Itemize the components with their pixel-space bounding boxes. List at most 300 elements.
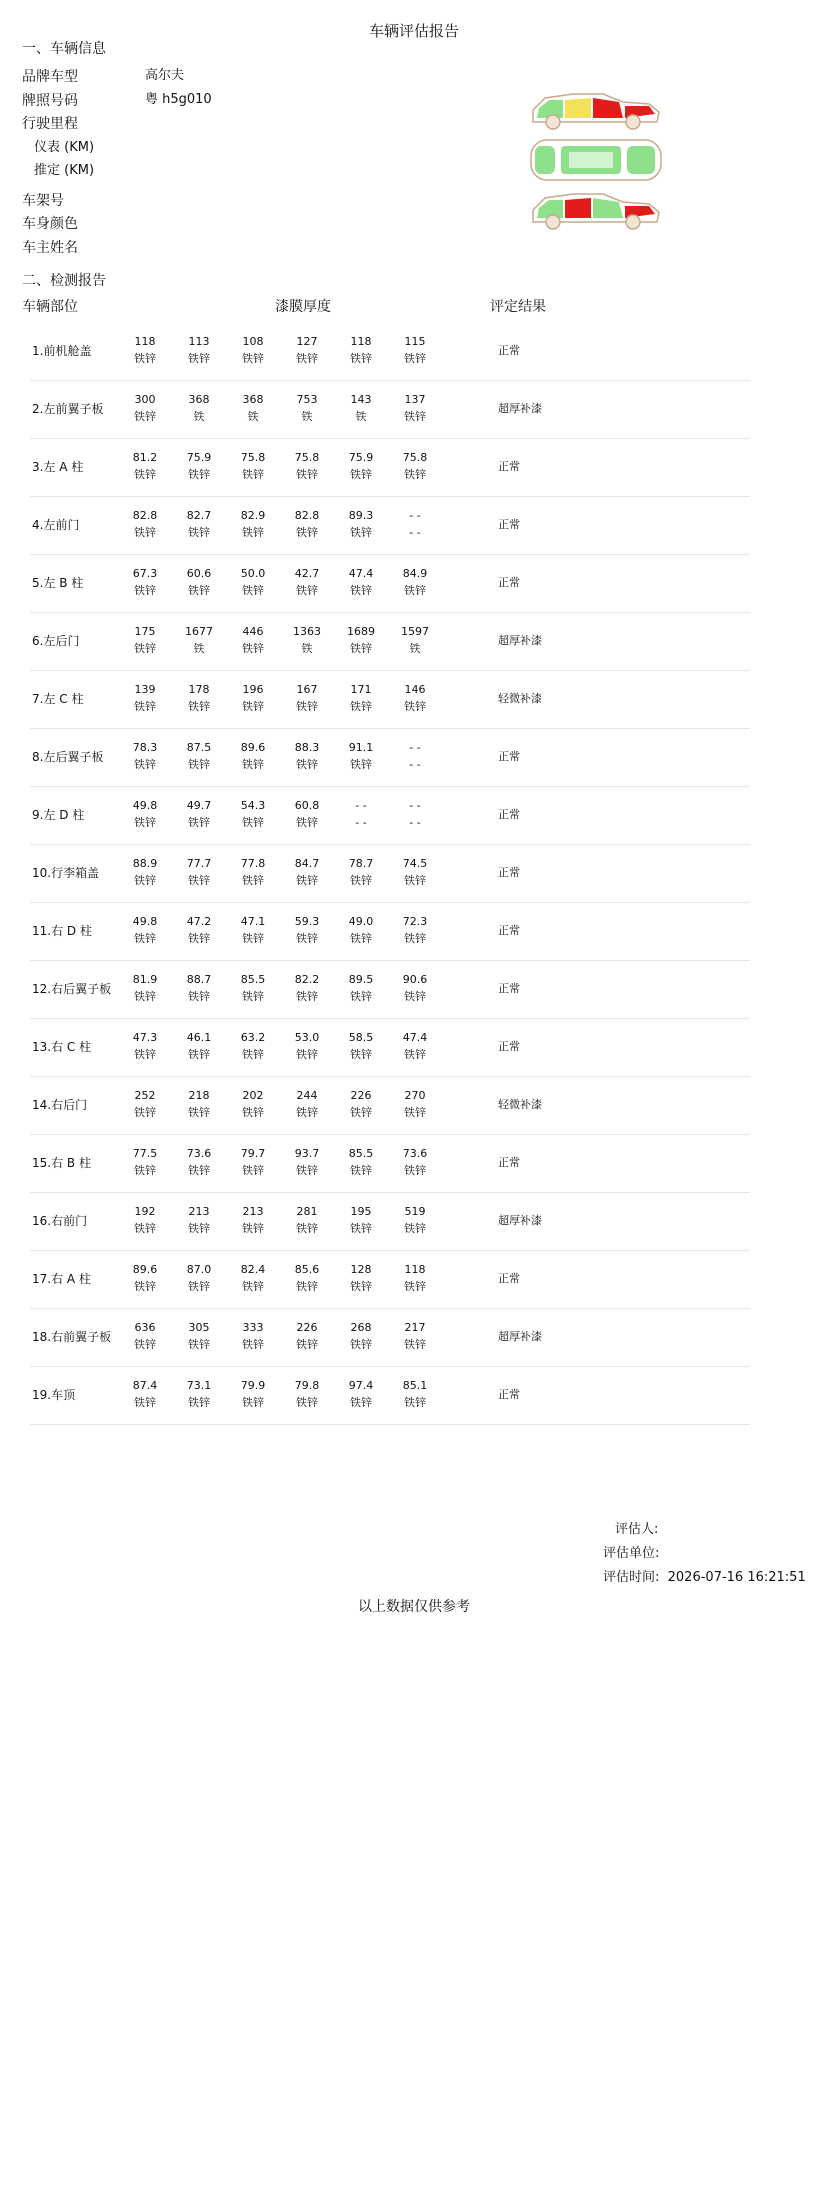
thickness-cell <box>280 1319 334 1353</box>
thickness-value: 128 <box>350 1263 372 1276</box>
part-name: 13.右 C 柱 <box>32 1040 92 1054</box>
material-label: 铁锌 <box>188 584 210 597</box>
thickness-value: 226 <box>296 1321 318 1334</box>
thickness-value: 77.7 <box>186 857 212 870</box>
thickness-cell <box>118 797 172 831</box>
thickness-cell <box>280 449 334 483</box>
thickness-cell <box>118 1203 172 1237</box>
thickness-value: 49.8 <box>132 799 158 812</box>
thickness-value: 97.4 <box>348 1379 374 1392</box>
part-name: 17.右 A 柱 <box>32 1272 91 1286</box>
material-label: 铁锌 <box>134 1106 156 1119</box>
thickness-cell <box>334 739 388 773</box>
material-label: 铁锌 <box>242 700 264 713</box>
thickness-value: 202 <box>242 1089 264 1102</box>
table-row <box>30 845 750 903</box>
part-name: 11.右 D 柱 <box>32 924 92 938</box>
thickness-cell <box>388 1203 442 1237</box>
thickness-cell <box>334 681 388 715</box>
thickness-value: 636 <box>134 1321 156 1334</box>
thickness-cell <box>388 971 442 1005</box>
part-name: 19.车顶 <box>32 1388 76 1402</box>
part-name: 6.左后门 <box>32 634 80 648</box>
thickness-cell <box>118 1319 172 1353</box>
thickness-cell <box>226 1029 280 1063</box>
material-label: 铁锌 <box>134 700 156 713</box>
material-label: 铁锌 <box>188 352 210 365</box>
material-label: 铁 <box>301 642 313 655</box>
owner-label: 车主姓名 <box>22 240 78 256</box>
thickness-value: 218 <box>188 1089 210 1102</box>
material-label: 铁锌 <box>404 1048 426 1061</box>
thickness-cell <box>172 1377 226 1411</box>
thickness-cell <box>226 797 280 831</box>
part-name: 5.左 B 柱 <box>32 576 84 590</box>
material-label: 铁锌 <box>350 758 372 771</box>
thickness-value: - - <box>409 509 421 522</box>
thickness-value: 79.7 <box>240 1147 266 1160</box>
thickness-value: 178 <box>188 683 210 696</box>
thickness-cell <box>226 449 280 483</box>
thickness-value: 244 <box>296 1089 318 1102</box>
thickness-value: 47.1 <box>240 915 266 928</box>
thickness-value: 82.8 <box>294 509 320 522</box>
thickness-cell <box>334 1087 388 1121</box>
thickness-value: 77.5 <box>132 1147 158 1160</box>
table-row <box>30 1077 750 1135</box>
material-label: 铁锌 <box>188 874 210 887</box>
thickness-value: 82.7 <box>186 509 212 522</box>
material-label: 铁 <box>193 410 205 423</box>
thickness-cell <box>388 1029 442 1063</box>
thickness-cell <box>172 449 226 483</box>
material-label: 铁锌 <box>296 1164 318 1177</box>
table-row <box>30 729 750 787</box>
thickness-value: 85.5 <box>240 973 266 986</box>
thickness-value: 118 <box>350 335 372 348</box>
material-label: 铁锌 <box>350 700 372 713</box>
material-label: 铁锌 <box>134 352 156 365</box>
material-label: - - <box>409 816 421 829</box>
result-label: 正常 <box>498 1272 520 1285</box>
material-label: - - <box>409 526 421 539</box>
thickness-cell <box>334 333 388 367</box>
thickness-cell <box>280 1377 334 1411</box>
thickness-value: 281 <box>296 1205 318 1218</box>
thickness-cell <box>226 1261 280 1295</box>
material-label: 铁锌 <box>296 1106 318 1119</box>
material-label: 铁锌 <box>404 468 426 481</box>
material-label: 铁锌 <box>134 990 156 1003</box>
thickness-cell <box>388 1261 442 1295</box>
material-label: 铁锌 <box>404 1338 426 1351</box>
thickness-cell <box>280 1087 334 1121</box>
material-label: 铁锌 <box>350 1048 372 1061</box>
thickness-cell <box>334 449 388 483</box>
thickness-cell <box>226 1319 280 1353</box>
table-row <box>30 787 750 845</box>
material-label: 铁锌 <box>404 1280 426 1293</box>
thickness-value: 59.3 <box>294 915 320 928</box>
material-label: 铁锌 <box>296 1222 318 1235</box>
thickness-cell <box>172 1029 226 1063</box>
thickness-cell <box>280 855 334 889</box>
thickness-value: - - <box>409 741 421 754</box>
material-label: 铁锌 <box>188 526 210 539</box>
material-label: 铁锌 <box>296 1048 318 1061</box>
thickness-cell <box>172 1203 226 1237</box>
thickness-value: 54.3 <box>240 799 266 812</box>
thickness-value: 89.6 <box>132 1263 158 1276</box>
thickness-cell <box>334 623 388 657</box>
material-label: 铁锌 <box>296 1280 318 1293</box>
mileage-label: 行驶里程 <box>22 116 78 132</box>
thickness-cell <box>172 1319 226 1353</box>
material-label: 铁锌 <box>404 352 426 365</box>
thickness-value: 85.6 <box>294 1263 320 1276</box>
thickness-value: 82.2 <box>294 973 320 986</box>
thickness-value: 213 <box>188 1205 210 1218</box>
material-label: 铁锌 <box>404 1106 426 1119</box>
material-label: 铁 <box>247 410 259 423</box>
material-label: 铁锌 <box>242 1106 264 1119</box>
table-row <box>30 555 750 613</box>
material-label: 铁锌 <box>242 1338 264 1351</box>
material-label: 铁锌 <box>350 932 372 945</box>
material-label: 铁锌 <box>134 874 156 887</box>
thickness-value: - - <box>409 799 421 812</box>
thickness-cell <box>280 1029 334 1063</box>
result-label: 正常 <box>498 866 520 879</box>
thickness-value: 85.1 <box>402 1379 428 1392</box>
material-label: 铁锌 <box>188 1106 210 1119</box>
thickness-cell <box>118 1145 172 1179</box>
thickness-cell <box>280 623 334 657</box>
thickness-cell <box>172 739 226 773</box>
thickness-value: 89.5 <box>348 973 374 986</box>
table-row <box>30 1193 750 1251</box>
thickness-value: 42.7 <box>294 567 320 580</box>
material-label: 铁锌 <box>350 1396 372 1409</box>
thickness-cell <box>280 1261 334 1295</box>
thickness-value: 88.9 <box>132 857 158 870</box>
thickness-value: 63.2 <box>240 1031 266 1044</box>
material-label: 铁锌 <box>404 584 426 597</box>
material-label: 铁锌 <box>404 874 426 887</box>
thickness-cell <box>334 1029 388 1063</box>
thickness-cell <box>280 391 334 425</box>
thickness-value: 89.6 <box>240 741 266 754</box>
thickness-value: 137 <box>404 393 426 406</box>
material-label: 铁锌 <box>242 642 264 655</box>
thickness-value: 1689 <box>347 625 375 638</box>
material-label: 铁锌 <box>188 816 210 829</box>
result-label: 正常 <box>498 1040 520 1053</box>
thickness-cell <box>226 1145 280 1179</box>
thickness-cell <box>172 507 226 541</box>
material-label: 铁锌 <box>350 1222 372 1235</box>
thickness-cell <box>388 623 442 657</box>
thickness-value: 72.3 <box>402 915 428 928</box>
table-row <box>30 903 750 961</box>
thickness-cell <box>118 565 172 599</box>
thickness-value: 73.6 <box>186 1147 212 1160</box>
section-title-vehicle-info: 一、车辆信息 <box>22 41 106 57</box>
thickness-cell <box>226 333 280 367</box>
table-row <box>30 671 750 729</box>
thickness-cell <box>334 797 388 831</box>
material-label: 铁锌 <box>188 700 210 713</box>
thickness-cell <box>118 449 172 483</box>
material-label: 铁锌 <box>188 1164 210 1177</box>
thickness-cell <box>118 507 172 541</box>
thickness-cell <box>280 1145 334 1179</box>
material-label: 铁锌 <box>404 1222 426 1235</box>
result-label: 超厚补漆 <box>498 1214 542 1227</box>
thickness-value: 87.0 <box>186 1263 212 1276</box>
material-label: - - <box>409 758 421 771</box>
thickness-cell <box>118 855 172 889</box>
thickness-value: 300 <box>134 393 156 406</box>
thickness-cell <box>388 855 442 889</box>
material-label: 铁锌 <box>188 468 210 481</box>
result-label: 正常 <box>498 518 520 531</box>
table-row <box>30 323 750 381</box>
thickness-value: 88.7 <box>186 973 212 986</box>
material-label: 铁锌 <box>404 1396 426 1409</box>
brand-label: 品牌车型 <box>22 69 78 85</box>
material-label: 铁锌 <box>350 1280 372 1293</box>
material-label: 铁锌 <box>242 1222 264 1235</box>
material-label: 铁锌 <box>242 352 264 365</box>
thickness-value: 195 <box>350 1205 372 1218</box>
thickness-cell <box>334 1203 388 1237</box>
thickness-value: 75.8 <box>240 451 266 464</box>
result-label: 轻微补漆 <box>498 692 542 705</box>
thickness-value: - - <box>355 799 367 812</box>
thickness-value: 139 <box>134 683 156 696</box>
thickness-cell <box>280 913 334 947</box>
thickness-cell <box>172 623 226 657</box>
material-label: 铁锌 <box>296 874 318 887</box>
material-label: 铁锌 <box>134 758 156 771</box>
thickness-value: 49.7 <box>186 799 212 812</box>
material-label: 铁锌 <box>296 584 318 597</box>
material-label: 铁锌 <box>350 1338 372 1351</box>
table-row <box>30 1309 750 1367</box>
material-label: 铁锌 <box>134 1048 156 1061</box>
material-label: 铁锌 <box>134 410 156 423</box>
thickness-value: 89.3 <box>348 509 374 522</box>
thickness-value: 87.4 <box>132 1379 158 1392</box>
material-label: 铁锌 <box>134 1164 156 1177</box>
part-name: 3.左 A 柱 <box>32 460 84 474</box>
estimated-mileage-label: 推定 (KM) <box>34 163 95 178</box>
thickness-value: 217 <box>404 1321 426 1334</box>
thickness-cell <box>172 797 226 831</box>
thickness-cell <box>226 565 280 599</box>
thickness-value: 81.9 <box>132 973 158 986</box>
thickness-value: 58.5 <box>348 1031 374 1044</box>
thickness-value: 91.1 <box>348 741 374 754</box>
material-label: 铁锌 <box>242 1280 264 1293</box>
material-label: 铁锌 <box>134 1222 156 1235</box>
table-row <box>30 439 750 497</box>
thickness-value: 74.5 <box>402 857 428 870</box>
material-label: 铁锌 <box>188 932 210 945</box>
part-name: 15.右 B 柱 <box>32 1156 91 1170</box>
material-label: 铁锌 <box>188 1338 210 1351</box>
thickness-value: 226 <box>350 1089 372 1102</box>
table-row <box>30 961 750 1019</box>
thickness-cell <box>280 739 334 773</box>
thickness-value: 90.6 <box>402 973 428 986</box>
thickness-cell <box>280 507 334 541</box>
thickness-cell <box>388 507 442 541</box>
thickness-cell <box>118 681 172 715</box>
material-label: 铁锌 <box>350 1164 372 1177</box>
material-label: 铁锌 <box>242 1164 264 1177</box>
material-label: 铁锌 <box>242 816 264 829</box>
thickness-cell <box>334 1377 388 1411</box>
material-label: 铁锌 <box>134 1338 156 1351</box>
material-label: 铁锌 <box>296 816 318 829</box>
thickness-value: 79.9 <box>240 1379 266 1392</box>
table-row <box>30 381 750 439</box>
material-label: 铁锌 <box>242 758 264 771</box>
result-label: 正常 <box>498 982 520 995</box>
table-row <box>30 1019 750 1077</box>
thickness-value: 82.4 <box>240 1263 266 1276</box>
thickness-cell <box>280 681 334 715</box>
material-label: 铁锌 <box>404 700 426 713</box>
thickness-cell <box>388 449 442 483</box>
thickness-value: 47.4 <box>348 567 374 580</box>
thickness-cell <box>388 565 442 599</box>
material-label: 铁锌 <box>296 526 318 539</box>
thickness-cell <box>118 333 172 367</box>
thickness-value: 118 <box>404 1263 426 1276</box>
material-label: 铁锌 <box>188 1048 210 1061</box>
column-header-thickness: 漆膜厚度 <box>275 299 331 315</box>
thickness-cell <box>172 1087 226 1121</box>
thickness-cell <box>388 797 442 831</box>
thickness-value: 368 <box>188 393 210 406</box>
material-label: 铁锌 <box>242 584 264 597</box>
thickness-value: 1677 <box>185 625 213 638</box>
result-label: 超厚补漆 <box>498 402 542 415</box>
thickness-value: 146 <box>404 683 426 696</box>
thickness-value: 84.7 <box>294 857 320 870</box>
thickness-value: 213 <box>242 1205 264 1218</box>
table-row <box>30 1135 750 1193</box>
material-label: 铁锌 <box>134 642 156 655</box>
result-label: 正常 <box>498 460 520 473</box>
thickness-value: 192 <box>134 1205 156 1218</box>
material-label: 铁锌 <box>134 1280 156 1293</box>
material-label: 铁锌 <box>188 1280 210 1293</box>
thickness-value: 50.0 <box>240 567 266 580</box>
thickness-value: 171 <box>350 683 372 696</box>
thickness-cell <box>172 1145 226 1179</box>
thickness-value: 108 <box>242 335 264 348</box>
thickness-cell <box>172 565 226 599</box>
material-label: 铁锌 <box>188 1222 210 1235</box>
column-header-result: 评定结果 <box>490 299 546 315</box>
material-label: 铁 <box>301 410 313 423</box>
thickness-cell <box>118 913 172 947</box>
thickness-value: 88.3 <box>294 741 320 754</box>
thickness-value: 753 <box>296 393 318 406</box>
thickness-cell <box>172 855 226 889</box>
material-label: 铁锌 <box>296 932 318 945</box>
result-label: 正常 <box>498 576 520 589</box>
thickness-cell <box>118 971 172 1005</box>
page-title: 车辆评估报告 <box>368 22 459 40</box>
material-label: 铁锌 <box>296 468 318 481</box>
material-label: 铁锌 <box>350 642 372 655</box>
material-label: - - <box>355 816 367 829</box>
thickness-cell <box>226 739 280 773</box>
plate-value: 粤 h5g010 <box>145 92 212 107</box>
thickness-cell <box>280 333 334 367</box>
part-name: 8.左后翼子板 <box>32 750 104 764</box>
material-label: 铁锌 <box>350 526 372 539</box>
thickness-value: 47.2 <box>186 915 212 928</box>
thickness-cell <box>226 681 280 715</box>
material-label: 铁锌 <box>296 758 318 771</box>
part-name: 9.左 D 柱 <box>32 808 85 822</box>
material-label: 铁锌 <box>134 468 156 481</box>
material-label: 铁 <box>193 642 205 655</box>
result-label: 正常 <box>498 1156 520 1169</box>
column-header-part: 车辆部位 <box>22 299 78 315</box>
thickness-value: 167 <box>296 683 318 696</box>
thickness-value: 196 <box>242 683 264 696</box>
thickness-value: 93.7 <box>294 1147 320 1160</box>
result-label: 超厚补漆 <box>498 634 542 647</box>
thickness-value: 75.9 <box>186 451 212 464</box>
thickness-cell <box>172 971 226 1005</box>
material-label: 铁锌 <box>404 932 426 945</box>
thickness-cell <box>334 1319 388 1353</box>
material-label: 铁锌 <box>134 932 156 945</box>
material-label: 铁锌 <box>350 352 372 365</box>
thickness-value: 78.7 <box>348 857 374 870</box>
thickness-cell <box>334 391 388 425</box>
thickness-cell <box>226 1203 280 1237</box>
material-label: 铁锌 <box>188 1396 210 1409</box>
thickness-cell <box>388 1087 442 1121</box>
part-name: 2.左前翼子板 <box>32 402 104 416</box>
thickness-value: 85.5 <box>348 1147 374 1160</box>
thickness-value: 77.8 <box>240 857 266 870</box>
thickness-cell <box>280 1203 334 1237</box>
part-name: 16.右前门 <box>32 1214 88 1228</box>
thickness-value: 118 <box>134 335 156 348</box>
thickness-cell <box>118 391 172 425</box>
thickness-cell <box>172 913 226 947</box>
material-label: 铁锌 <box>350 584 372 597</box>
thickness-cell <box>334 1261 388 1295</box>
part-name: 7.左 C 柱 <box>32 692 84 706</box>
thickness-cell <box>280 971 334 1005</box>
material-label: 铁锌 <box>350 468 372 481</box>
thickness-cell <box>388 1145 442 1179</box>
material-label: 铁锌 <box>404 410 426 423</box>
material-label: 铁锌 <box>242 990 264 1003</box>
table-row <box>30 613 750 671</box>
